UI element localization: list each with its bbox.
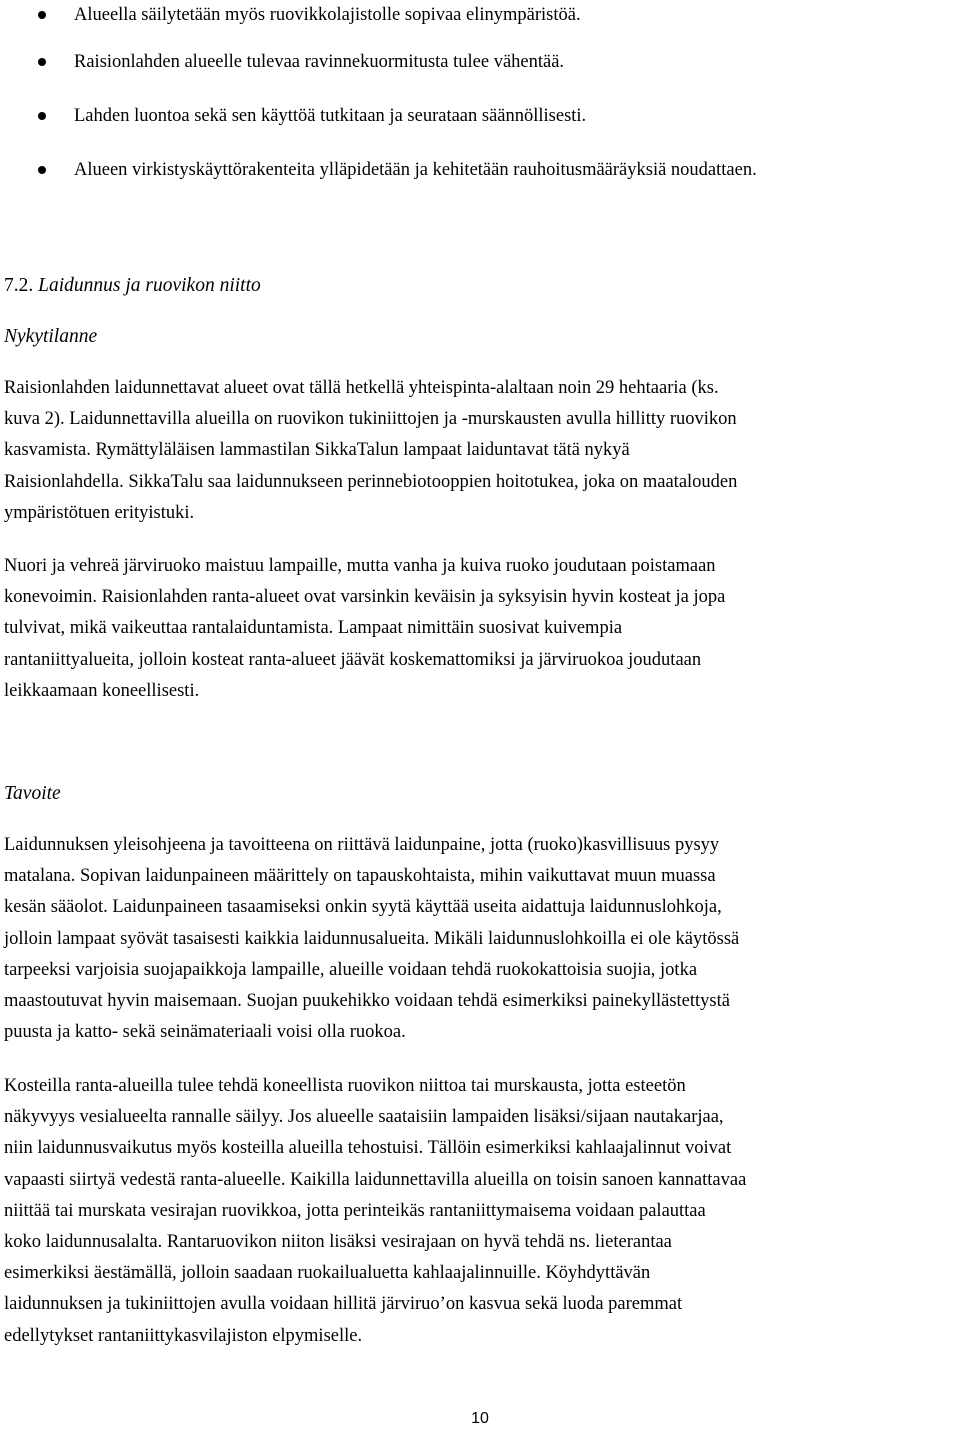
paragraph-line: rantaniittyalueita, jolloin kosteat ranta-alueet jäävät koskemattomiksi ja järviruokoa joudutaan [4,649,702,670]
paragraph-line: kasvamista. Rymättyläläisen lammastilan SikkaTalun lampaat laiduntavat tätä nykyä [4,440,630,461]
bullet-dot-icon [38,166,46,174]
paragraph-line: niin laidunnusvaikutus myös kosteilla alueilla tehostuisi. Tällöin esimerkiksi kahlaajalinnut voivat [4,1138,732,1159]
paragraph [4,830,959,1048]
paragraph [4,373,959,529]
paragraph-line: Raisionlahden laidunnettavat alueet ovat tällä hetkellä yhteispinta-alaltaan noin 29 hehtaaria (ks. [4,378,719,398]
paragraph-line: Kosteilla ranta-alueilla tulee tehdä koneellista ruovikon niittoa tai murskausta, jotta esteetön [4,1076,686,1096]
paragraph-line: esimerkiksi äestämällä, jolloin saadaan ruokailualuetta kahlaajalinnuille. Köyhdyttävän [4,1263,651,1284]
bullet-item [0,49,960,79]
bullet-dot-icon [38,58,46,66]
paragraph-line: näkyvyys vesialueelta rannalle säilyy. Jos alueelle saataisiin lampaiden lisäksi/sijaan nautakarjaa, [4,1107,724,1128]
subheading-nykytilanne: Nykytilanne [4,326,98,347]
paragraph-line: niittää tai murskata vesirajan ruovikkoa, jotta perinteikäs rantaniittymaisema voidaan palauttaa [4,1200,706,1221]
section-number: 7.2. [4,275,34,296]
paragraph-line: edellytykset rantaniittykasvilajiston elpymiselle. [4,1325,363,1346]
section-title: Laidunnus ja ruovikon niitto [38,275,261,296]
paragraph-line: maastoutuvat hyvin maisemaan. Suojan puukehikko voidaan tehdä esimerkiksi painekyllästettystä [4,991,730,1012]
page-number: 10 [471,1410,489,1427]
bullet-text: Raisionlahden alueelle tulevaa ravinnekuormitusta tulee vähentää. [74,52,565,72]
bullet-dot-icon [38,11,46,19]
bullet-text: Alueen virkistyskäyttörakenteita ylläpidetään ja kehitetään rauhoitusmääräyksiä noudattaen. [74,160,757,180]
paragraph-line: laidunnuksen ja tukiniittojen avulla voidaan hillitä järviruo’on kasvua sekä luoda paremmat [4,1294,683,1315]
bullet-text: Lahden luontoa sekä sen käyttöä tutkitaan ja seurataan säännöllisesti. [74,106,587,126]
bullet-dot-icon [38,112,46,120]
paragraph-line: kuva 2). Laidunnettavilla alueilla on ruovikon tukiniittojen ja -murskausten avulla hillitty ruovikon [4,409,737,430]
paragraph-line: matalana. Sopivan laidunpaineen määrittely on tapauskohtaista, mihin vaikuttavat muun muassa [4,866,716,887]
section-heading [4,272,261,300]
paragraph-line: konevoimin. Raisionlahden ranta-alueet ovat varsinkin keväisin ja syksyisin hyvin kosteat ja jopa [4,587,726,608]
paragraph-line: tarpeeksi varjoisia suojapaikkoja lampaille, alueille voidaan tehdä ruokokattoisia suojia, jotka [4,959,698,980]
paragraph-line: leikkaamaan koneellisesti. [4,680,200,701]
paragraph [4,1071,959,1352]
paragraph-line: tulvivat, mikä vaikeuttaa rantalaiduntamista. Lampaat nimittäin suosivat kuivempia [4,618,623,639]
paragraph-line: puusta ja katto- sekä seinämateriaali voisi olla ruokoa. [4,1022,406,1043]
subheading-tavoite: Tavoite [4,783,61,804]
paragraph-line: Nuori ja vehreä järviruoko maistuu lampaille, mutta vanha ja kuiva ruoko joudutaan poistamaan [4,556,716,576]
paragraph-line: ympäristötuen erityistuki. [4,502,195,523]
paragraph-line: Laidunnuksen yleisohjeena ja tavoitteena on riittävä laidunpaine, jotta (ruoko)kasvillisuus pysyy [4,835,720,855]
paragraph-line: koko laidunnusalalta. Rantaruovikon niiton lisäksi vesirajaan on hyvä tehdä ns. lieterantaa [4,1232,672,1253]
bullet-item [0,2,960,32]
paragraph-line: jolloin lampaat syövät tasaisesti kaikkia laidunnusalueita. Mikäli laidunnuslohkoilla ei ole käytössä [4,928,740,949]
bullet-text: Alueella säilytetään myös ruovikkolajistolle sopivaa elinympäristöä. [74,5,581,25]
paragraph-line: vapaasti siirtyä vedestä ranta-alueelle. Kaikilla laidunnettavilla alueilla on toisin sanoen kannattavaa [4,1169,747,1190]
bullet-item [0,157,960,187]
paragraph-line: kesän sääolot. Laidunpaineen tasaamiseksi onkin syytä käyttää useita aidattuja laidunnuslohkoja, [4,897,722,918]
paragraph-line: Raisionlahdella. SikkaTalu saa laidunnukseen perinnebiotooppien hoitotukea, joka on maatalouden [4,471,738,492]
bullet-item [0,103,960,133]
paragraph [4,551,959,707]
